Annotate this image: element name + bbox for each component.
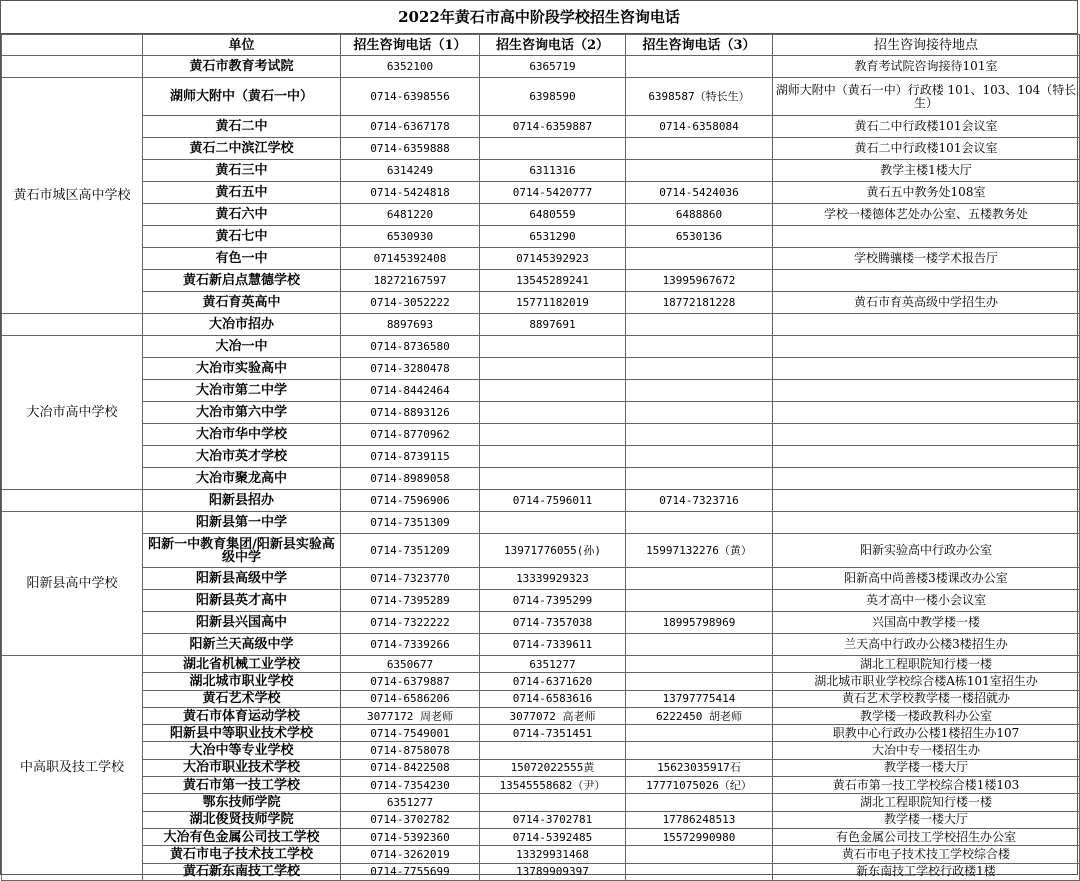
header-location: 招生咨询接待地点 <box>773 35 1080 56</box>
table-row <box>2 402 1080 424</box>
location-cell: 阳新实验高中行政办公室 <box>773 534 1080 568</box>
table-row <box>2 673 1080 690</box>
phone-2-cell: 6351277 <box>480 656 626 673</box>
unit-name-cell: 大冶中等专业学校 <box>143 742 341 759</box>
unit-name-cell: 湖北俊贤技师学院 <box>143 811 341 828</box>
unit-name-cell: 黄石艺术学校 <box>143 690 341 707</box>
phone-3-cell: 15623035917石 <box>626 759 773 776</box>
phone-3-cell <box>626 248 773 270</box>
location-cell <box>773 358 1080 380</box>
phone-3-cell: 15997132276（黄） <box>626 534 773 568</box>
phone-2-cell <box>480 794 626 811</box>
phone-3-cell <box>626 56 773 78</box>
table-row <box>2 138 1080 160</box>
phone-1-cell: 0714-6367178 <box>341 116 480 138</box>
location-cell: 学校腾骧楼一楼学术报告厅 <box>773 248 1080 270</box>
header-phone-1: 招生咨询电话（1） <box>341 35 480 56</box>
location-cell <box>773 402 1080 424</box>
phone-1-cell: 18272167597 <box>341 270 480 292</box>
unit-name-cell: 大冶市招办 <box>143 314 341 336</box>
unit-name-cell: 大冶市第二中学 <box>143 380 341 402</box>
table-row <box>2 490 1080 512</box>
location-cell <box>773 490 1080 512</box>
phone-1-cell: 0714-8758078 <box>341 742 480 759</box>
category-cell: 阳新县高中学校 <box>2 512 143 656</box>
phone-1-cell: 0714-8422508 <box>341 759 480 776</box>
location-cell <box>773 512 1080 534</box>
table-row <box>2 160 1080 182</box>
phone-1-cell: 0714-7351209 <box>341 534 480 568</box>
unit-name-cell: 阳新县兴国高中 <box>143 612 341 634</box>
sheet-title: 2022年黄石市高中阶段学校招生咨询电话 <box>1 1 1077 34</box>
unit-name-cell: 大冶市第六中学 <box>143 402 341 424</box>
phone-3-cell <box>626 725 773 742</box>
phone-2-cell <box>480 380 626 402</box>
table-row <box>2 468 1080 490</box>
unit-name-cell: 阳新县第一中学 <box>143 512 341 534</box>
location-cell <box>773 424 1080 446</box>
location-cell <box>773 314 1080 336</box>
location-cell: 职教中心行政办公楼1楼招生办107 <box>773 725 1080 742</box>
unit-name-cell: 大冶市华中学校 <box>143 424 341 446</box>
phone-1-cell: 0714-3280478 <box>341 358 480 380</box>
phone-2-cell: 0714-6359887 <box>480 116 626 138</box>
contact-table <box>1 34 1080 881</box>
table-row <box>2 634 1080 656</box>
table-row <box>2 828 1080 845</box>
table-row <box>2 794 1080 811</box>
table-row <box>2 424 1080 446</box>
phone-2-cell: 13789909397 <box>480 863 626 880</box>
phone-3-cell <box>626 160 773 182</box>
unit-name-cell: 黄石三中 <box>143 160 341 182</box>
phone-2-cell: 3077072 高老师 <box>480 707 626 724</box>
phone-3-cell: 13995967672 <box>626 270 773 292</box>
table-row <box>2 777 1080 794</box>
unit-name-cell: 湖北省机械工业学校 <box>143 656 341 673</box>
table-row <box>2 690 1080 707</box>
phone-1-cell: 0714-8442464 <box>341 380 480 402</box>
phone-2-cell: 0714-7339611 <box>480 634 626 656</box>
table-row <box>2 380 1080 402</box>
table-body <box>2 56 1080 881</box>
location-cell <box>773 270 1080 292</box>
table-row <box>2 534 1080 568</box>
category-cell <box>2 56 143 78</box>
phone-3-cell: 6222450 胡老师 <box>626 707 773 724</box>
phone-2-cell: 6531290 <box>480 226 626 248</box>
table-row <box>2 707 1080 724</box>
phone-3-cell: 0714-7323716 <box>626 490 773 512</box>
unit-name-cell: 大冶市聚龙高中 <box>143 468 341 490</box>
location-cell: 黄石市第一技工学校综合楼1楼103 <box>773 777 1080 794</box>
unit-name-cell: 黄石新启点慧德学校 <box>143 270 341 292</box>
location-cell: 黄石市电子技术技工学校综合楼 <box>773 846 1080 863</box>
phone-3-cell: 0714-5424036 <box>626 182 773 204</box>
location-cell: 湖北工程职院知行楼一楼 <box>773 794 1080 811</box>
phone-1-cell: 0714-7322222 <box>341 612 480 634</box>
location-cell <box>773 336 1080 358</box>
category-cell <box>2 314 143 336</box>
phone-3-cell <box>626 568 773 590</box>
table-row <box>2 270 1080 292</box>
location-cell: 教学楼一楼大厅 <box>773 811 1080 828</box>
location-cell <box>773 226 1080 248</box>
unit-name-cell: 黄石七中 <box>143 226 341 248</box>
location-cell: 教育考试院咨询接待101室 <box>773 56 1080 78</box>
phone-3-cell <box>626 742 773 759</box>
unit-name-cell: 黄石市体育运动学校 <box>143 707 341 724</box>
phone-2-cell: 0714-7596011 <box>480 490 626 512</box>
location-cell: 阳新高中尚善楼3楼课改办公室 <box>773 568 1080 590</box>
unit-name-cell: 阳新一中教育集团/阳新县实验高级中学 <box>143 534 341 568</box>
phone-2-cell: 8897691 <box>480 314 626 336</box>
phone-2-cell: 13339929323 <box>480 568 626 590</box>
unit-name-cell: 有色一中 <box>143 248 341 270</box>
phone-3-cell: 13797775414 <box>626 690 773 707</box>
phone-2-cell: 0714-6371620 <box>480 673 626 690</box>
location-cell: 教学楼一楼政教科办公室 <box>773 707 1080 724</box>
phone-1-cell: 0714-7339266 <box>341 634 480 656</box>
phone-2-cell: 0714-5420777 <box>480 182 626 204</box>
table-row <box>2 182 1080 204</box>
phone-1-cell: 0714-7549001 <box>341 725 480 742</box>
header-category <box>2 35 143 56</box>
location-cell: 英才高中一楼小会议室 <box>773 590 1080 612</box>
table-row <box>2 512 1080 534</box>
phone-2-cell: 0714-3702781 <box>480 811 626 828</box>
location-cell: 兰天高中行政办公楼3楼招生办 <box>773 634 1080 656</box>
location-cell: 湖北工程职院知行楼一楼 <box>773 656 1080 673</box>
phone-1-cell: 8897693 <box>341 314 480 336</box>
phone-2-cell: 13971776055(孙) <box>480 534 626 568</box>
unit-name-cell: 阳新县英才高中 <box>143 590 341 612</box>
table-row <box>2 314 1080 336</box>
header-unit: 单位 <box>143 35 341 56</box>
phone-2-cell <box>480 336 626 358</box>
location-cell: 黄石五中教务处108室 <box>773 182 1080 204</box>
table-row <box>2 590 1080 612</box>
phone-3-cell <box>626 656 773 673</box>
phone-3-cell: 18772181228 <box>626 292 773 314</box>
phone-1-cell: 0714-6379887 <box>341 673 480 690</box>
phone-3-cell: 18995798969 <box>626 612 773 634</box>
phone-1-cell: 07145392408 <box>341 248 480 270</box>
phone-2-cell: 13329931468 <box>480 846 626 863</box>
phone-2-cell <box>480 446 626 468</box>
phone-1-cell: 6530930 <box>341 226 480 248</box>
location-cell: 有色金属公司技工学校招生办公室 <box>773 828 1080 845</box>
unit-name-cell: 阳新兰天高级中学 <box>143 634 341 656</box>
category-cell: 大冶市高中学校 <box>2 336 143 490</box>
phone-1-cell: 6350677 <box>341 656 480 673</box>
phone-2-cell <box>480 512 626 534</box>
location-cell: 大冶中专一楼招生办 <box>773 742 1080 759</box>
phone-3-cell <box>626 314 773 336</box>
phone-1-cell: 0714-7755699 <box>341 863 480 880</box>
phone-3-cell <box>626 863 773 880</box>
table-row <box>2 336 1080 358</box>
table-row <box>2 248 1080 270</box>
unit-name-cell: 黄石六中 <box>143 204 341 226</box>
phone-3-cell <box>626 794 773 811</box>
phone-2-cell: 0714-7395299 <box>480 590 626 612</box>
phone-3-cell <box>626 634 773 656</box>
location-cell: 黄石艺术学校教学楼一楼招就办 <box>773 690 1080 707</box>
phone-2-cell: 0714-7357038 <box>480 612 626 634</box>
phone-3-cell <box>626 138 773 160</box>
phone-2-cell: 13545289241 <box>480 270 626 292</box>
phone-3-cell <box>626 846 773 863</box>
phone-2-cell: 6311316 <box>480 160 626 182</box>
location-cell: 兴国高中教学楼一楼 <box>773 612 1080 634</box>
table-row <box>2 292 1080 314</box>
unit-name-cell: 大冶市职业技术学校 <box>143 759 341 776</box>
phone-1-cell: 0714-7395289 <box>341 590 480 612</box>
table-row <box>2 446 1080 468</box>
location-cell <box>773 468 1080 490</box>
phone-1-cell: 0714-7596906 <box>341 490 480 512</box>
location-cell: 黄石二中行政楼101会议室 <box>773 138 1080 160</box>
phone-2-cell: 15771182019 <box>480 292 626 314</box>
unit-name-cell: 阳新县高级中学 <box>143 568 341 590</box>
table-row <box>2 358 1080 380</box>
header-phone-3: 招生咨询电话（3） <box>626 35 773 56</box>
phone-2-cell: 6365719 <box>480 56 626 78</box>
phone-3-cell <box>626 673 773 690</box>
unit-name-cell: 大冶市英才学校 <box>143 446 341 468</box>
unit-name-cell: 鄂东技师学院 <box>143 794 341 811</box>
location-cell: 学校一楼德体艺处办公室、五楼教务处 <box>773 204 1080 226</box>
phone-1-cell: 6481220 <box>341 204 480 226</box>
header-row <box>2 35 1080 56</box>
phone-1-cell: 0714-7323770 <box>341 568 480 590</box>
location-cell: 教学主楼1楼大厅 <box>773 160 1080 182</box>
phone-1-cell: 0714-5424818 <box>341 182 480 204</box>
phone-1-cell: 0714-7351309 <box>341 512 480 534</box>
table-row <box>2 656 1080 673</box>
unit-name-cell: 大冶一中 <box>143 336 341 358</box>
phone-3-cell <box>626 402 773 424</box>
header-phone-2: 招生咨询电话（2） <box>480 35 626 56</box>
phone-1-cell: 0714-3702782 <box>341 811 480 828</box>
phone-3-cell: 17786248513 <box>626 811 773 828</box>
phone-3-cell: 15572990980 <box>626 828 773 845</box>
unit-name-cell: 大冶有色金属公司技工学校 <box>143 828 341 845</box>
category-cell: 黄石市城区高中学校 <box>2 78 143 314</box>
category-cell: 中高职及技工学校 <box>2 656 143 881</box>
phone-2-cell <box>480 468 626 490</box>
phone-3-cell <box>626 424 773 446</box>
phone-2-cell: 6480559 <box>480 204 626 226</box>
location-cell: 新东南技工学校行政楼1楼 <box>773 863 1080 880</box>
phone-2-cell <box>480 358 626 380</box>
phone-1-cell: 0714-8770962 <box>341 424 480 446</box>
phone-3-cell <box>626 468 773 490</box>
phone-2-cell <box>480 742 626 759</box>
location-cell <box>773 380 1080 402</box>
phone-1-cell: 0714-3262019 <box>341 846 480 863</box>
phone-2-cell: 0714-7351451 <box>480 725 626 742</box>
location-cell: 黄石二中行政楼101会议室 <box>773 116 1080 138</box>
location-cell: 湖北城市职业学校综合楼A栋101室招生办 <box>773 673 1080 690</box>
phone-1-cell: 0714-6586206 <box>341 690 480 707</box>
table-row <box>2 759 1080 776</box>
phone-3-cell <box>626 336 773 358</box>
table-row <box>2 742 1080 759</box>
phone-3-cell: 6488860 <box>626 204 773 226</box>
phone-1-cell: 6314249 <box>341 160 480 182</box>
unit-name-cell: 黄石市电子技术技工学校 <box>143 846 341 863</box>
table-row <box>2 78 1080 116</box>
phone-1-cell: 0714-3052222 <box>341 292 480 314</box>
unit-name-cell: 黄石新东南技工学校 <box>143 863 341 880</box>
phone-3-cell: 17771075026（纪） <box>626 777 773 794</box>
phone-1-cell: 0714-6359888 <box>341 138 480 160</box>
phone-3-cell <box>626 358 773 380</box>
location-cell <box>773 446 1080 468</box>
table-row <box>2 226 1080 248</box>
phone-3-cell <box>626 446 773 468</box>
unit-name-cell: 黄石市教育考试院 <box>143 56 341 78</box>
phone-2-cell: 0714-6583616 <box>480 690 626 707</box>
location-cell: 教学楼一楼大厅 <box>773 759 1080 776</box>
phone-1-cell: 0714-7354230 <box>341 777 480 794</box>
table-row <box>2 846 1080 863</box>
table-row <box>2 612 1080 634</box>
phone-2-cell <box>480 402 626 424</box>
phone-3-cell: 0714-6358084 <box>626 116 773 138</box>
phone-1-cell: 0714-5392360 <box>341 828 480 845</box>
unit-name-cell: 黄石二中 <box>143 116 341 138</box>
category-cell <box>2 490 143 512</box>
unit-name-cell: 黄石二中滨江学校 <box>143 138 341 160</box>
location-cell: 湖师大附中（黄石一中）行政楼 101、103、104（特长生） <box>773 78 1080 116</box>
phone-3-cell <box>626 380 773 402</box>
phone-1-cell: 6351277 <box>341 794 480 811</box>
phone-1-cell: 0714-6398556 <box>341 78 480 116</box>
unit-name-cell: 黄石市第一技工学校 <box>143 777 341 794</box>
unit-name-cell: 湖北城市职业学校 <box>143 673 341 690</box>
location-cell: 黄石市育英高级中学招生办 <box>773 292 1080 314</box>
phone-3-cell: 6530136 <box>626 226 773 248</box>
phone-3-cell: 6398587（特长生） <box>626 78 773 116</box>
unit-name-cell: 阳新县中等职业技术学校 <box>143 725 341 742</box>
phone-1-cell: 6352100 <box>341 56 480 78</box>
table-row <box>2 568 1080 590</box>
phone-1-cell: 0714-8989058 <box>341 468 480 490</box>
phone-2-cell: 15072022555黄 <box>480 759 626 776</box>
table-row <box>2 725 1080 742</box>
table-row <box>2 811 1080 828</box>
phone-2-cell: 6398590 <box>480 78 626 116</box>
phone-1-cell: 0714-8736580 <box>341 336 480 358</box>
unit-name-cell: 黄石育英高中 <box>143 292 341 314</box>
table-row <box>2 116 1080 138</box>
phone-2-cell <box>480 138 626 160</box>
phone-2-cell: 0714-5392485 <box>480 828 626 845</box>
phone-1-cell: 3077172 周老师 <box>341 707 480 724</box>
unit-name-cell: 阳新县招办 <box>143 490 341 512</box>
phone-2-cell: 07145392923 <box>480 248 626 270</box>
phone-3-cell <box>626 590 773 612</box>
phone-1-cell: 0714-8739115 <box>341 446 480 468</box>
table-row <box>2 56 1080 78</box>
table-row <box>2 863 1080 880</box>
unit-name-cell: 黄石五中 <box>143 182 341 204</box>
phone-2-cell <box>480 424 626 446</box>
phone-1-cell: 0714-8893126 <box>341 402 480 424</box>
unit-name-cell: 湖师大附中（黄石一中） <box>143 78 341 116</box>
table-row <box>2 204 1080 226</box>
phone-3-cell <box>626 512 773 534</box>
phone-2-cell: 13545558682（尹） <box>480 777 626 794</box>
unit-name-cell: 大冶市实验高中 <box>143 358 341 380</box>
